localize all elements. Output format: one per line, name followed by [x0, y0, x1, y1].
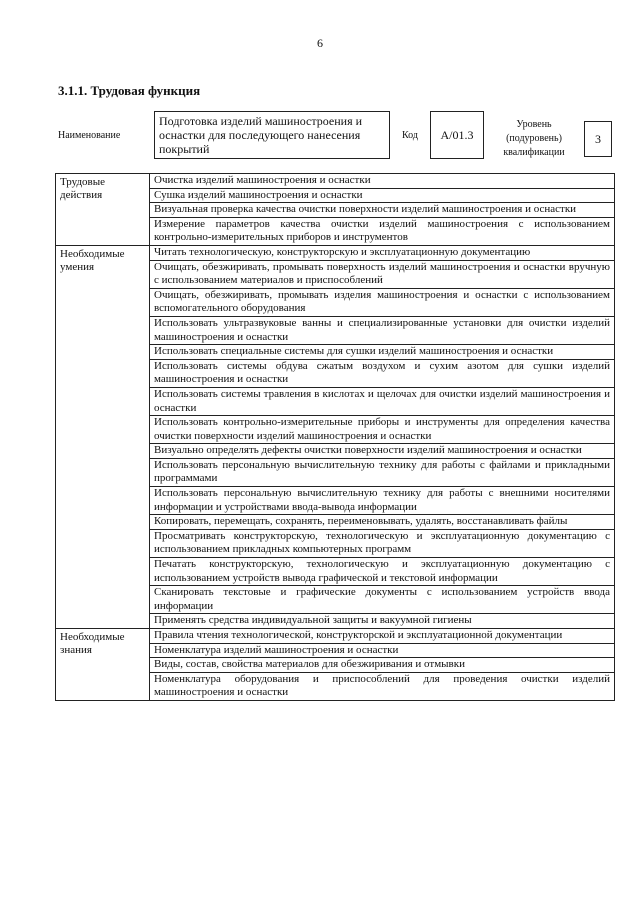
section-title: 3.1.1. Трудовая функция [58, 83, 201, 98]
item-cell: Использовать системы обдува сжатым воздухом и сухим азотом для сушки изделий машиностроения и оснастки [150, 359, 615, 387]
code-box: A/01.3 [430, 111, 484, 159]
qualification-level-box: 3 [584, 121, 612, 157]
item-cell: Читать технологическую, конструкторскую и эксплуатационную документацию [150, 245, 615, 260]
item-cell: Визуальная проверка качества очистки поверхности изделий машиностроения и оснастки [150, 203, 615, 218]
item-cell: Виды, состав, свойства материалов для обезжиривания и отмывки [150, 658, 615, 673]
item-cell: Правила чтения технологической, конструкторской и эксплуатационной документации [150, 629, 615, 644]
qualification-level-label: Уровень (подуровень) квалификации [503, 119, 565, 158]
item-cell: Измерение параметров качества очистки изделий машиностроения с использованием контрольно-измерительных приборов и инструментов [150, 217, 615, 245]
item-cell: Номенклатура изделий машиностроения и оснастки [150, 643, 615, 658]
item-cell: Номенклатура оборудования и приспособлений для проведения очистки изделий машиностроения и оснастки [150, 672, 615, 700]
item-cell: Визуально определять дефекты очистки поверхности изделий машиностроения и оснастки [150, 444, 615, 459]
item-cell: Сканировать текстовые и графические документы с использованием устройств ввода информации [150, 586, 615, 614]
function-name-box: Подготовка изделий машиностроения и оснастки для последующего нанесения покрытий [154, 111, 390, 159]
code-label: Код [402, 130, 418, 141]
table-row [56, 174, 615, 189]
item-cell: Копировать, перемещать, сохранять, переименовывать, удалять, восстанавливать файлы [150, 515, 615, 530]
item-cell: Использовать ультразвуковые ванны и специализированные установки для очистки изделий машиностроения и оснастки [150, 316, 615, 344]
category-cell: Необходимые умения [56, 245, 150, 628]
item-cell: Сушка изделий машиностроения и оснастки [150, 188, 615, 203]
item-cell: Использовать специальные системы для сушки изделий машиностроения и оснастки [150, 345, 615, 360]
category-cell: Необходимые знания [56, 629, 150, 701]
category-cell: Трудовые действия [56, 174, 150, 246]
item-cell: Применять средства индивидуальной защиты и вакуумной гигиены [150, 614, 615, 629]
labor-function-table [55, 173, 615, 701]
page-number: 6 [317, 36, 323, 50]
item-cell: Использовать персональную вычислительную технику для работы с внешними носителями информации и устройствами ввода-вывода информации [150, 487, 615, 515]
name-label: Наименование [58, 130, 121, 141]
item-cell: Использовать персональную вычислительную технику для работы с файлами и прикладными программами [150, 458, 615, 486]
item-cell: Очищать, обезжиривать, промывать поверхность изделий машиностроения и оснастки вручную с использованием материалов и приспособлений [150, 260, 615, 288]
table-row [56, 629, 615, 644]
item-cell: Просматривать конструкторскую, технологическую и эксплуатационную документацию с использованием прикладных компьютерных программ [150, 529, 615, 557]
item-cell: Очистка изделий машиностроения и оснастки [150, 174, 615, 189]
table-row [56, 245, 615, 260]
item-cell: Печатать конструкторскую, технологическую и эксплуатационную документацию с использованием устройств вывода графической и текстовой информации [150, 558, 615, 586]
item-cell: Очищать, обезжиривать, промывать изделия машиностроения и оснастки с использованием вспомогательного оборудования [150, 288, 615, 316]
item-cell: Использовать контрольно-измерительные приборы и инструменты для определения качества очистки поверхности изделий машиностроения и оснастки [150, 416, 615, 444]
item-cell: Использовать системы травления в кислотах и щелочах для очистки изделий машиностроения и оснастки [150, 387, 615, 415]
